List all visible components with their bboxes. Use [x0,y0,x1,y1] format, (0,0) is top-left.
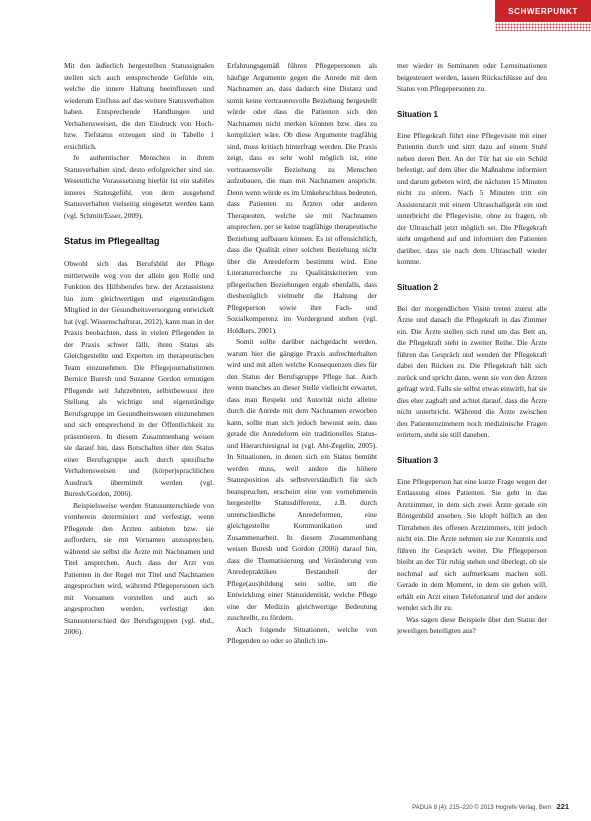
situation-heading: Situation 2 [397,282,438,292]
situation-heading: Situation 1 [397,109,438,119]
section-tab: SCHWERPUNKT [495,0,591,22]
citation: PADUA 8 (4): 215–220 © 2013 Hogrefe Verlag, Bern [412,805,552,811]
page-number: 221 [556,802,569,811]
page-footer [412,802,569,811]
section-tab-pattern [495,23,591,31]
paragraph: Erfahrungsgemäß führen Pflegepersonen als häufige Argumente gegen die Anrede mit dem Nachnamen an, dass dadurch eine Distanz und somit keine vertrauensvolle Beziehung hergestellt würde oder dass die Patienten sich den Nachnamen nicht merken könnten bzw. dies zu kompliziert wäre. Ob diese Argumente tragfähig sind, muss kritisch hinterfragt werden. Die Praxis zeigt, dass es sehr wohl möglich ist, eine vertrauensvolle Beziehung zu Menschen aufzubauen, die man mit Nachnamen anspricht. Denn wenn würde es im Umkehrschluss bedeuten, dass Patienten zu Ärzten oder anderen Therapeuten, welche sie mit Nachnamen ansprechen, per se keine tragfähige therapeutische Beziehung aufbauen können. Es ist offensichtlich, dass die Qualität einer solchen Beziehung nicht über die Anredeform bestimmt wird. Eine Literaturrecherche zu Qualitätskriterien von pflegerischen Beziehungen ergab ebenfalls, dass diesbezüglich vielmehr die Haltung der Pflegeperson sowie ihre Fach- und Sozialkompetenz im Vordergrund stehen (vgl. Holdkers, 2001). [227,61,377,335]
paragraph: Somit sollte darüber nachgedacht werden, warum hier die gängige Praxis aufrechterhalten wird und mit allen welche Konsequenzen dies für den Status der Berufsgruppe Pflege hat. Auch wenn manches an dieser Stelle vielleicht erwartet, dass man Respekt und Autorität nicht alleine durch die Anrede mit dem Nachnamen erworben kann, sollte man sich jedoch bewusst sein, dass gerade die Anredeform ein traditionelles Status- und Hierarchiesignal ist (vgl. Abt-Zegelin, 2005). In Situationen, in denen sich ein Status bemüht werden muss, weil andere die höhere Statusposition als selbstverständlich für sich beanspruchen, erscheint eine von vornehmerein hergestellte Statusdifferenz, z.B. durch unterschiedliche Anredeformen, eine gleichgestellte Kommunikation und Zusammenarbeit. In diesem Zusammenhang weisen Buresh und Gordon (2006) darauf hin, dass die Thematisierung und Veränderung von Anredepraktiken Bestandteil der Pflege(aus)bildung sein sollte, um die Entwicklung einer Statusidentität, welche Pflege eine der Medizin gleichwertige Bedeutung zuschreibt, zu fördern. [227,337,377,622]
paragraph: Obwohl sich das Berufsbild der Pflege mittlerweile weg von der allein gen Rolle und Funktion des Hilfsberufes bzw. der Arztassistenz hin zum gleichwertigen und eigenständigen Mitglied in der Gesundheitsversorgung entwickelt hat (vgl. Wissenschaftsrat, 2012), kann man in der Praxis beobachten, dass in vielen Pflegenden in der Praxis schwer fällt, ihren Status als Gleichgestellte und Experten im therapeutischen Team einzunehmen. Die Pflegejournalistinnen Bernice Buresh und Suzanne Gordon ermutigen Pflegende seit Jahrzehnten, selbstbewusst ihre Stellung als wichtige und eigenständige Berufsgruppe im Gesundheitswesen einzunehmen und sich entsprechend in der Öffentlichkeit zu präsentieren. In diesem Zusammenhang weisen sie darauf hin, dass Botschaften über den Status einer Berufsgruppe auch durch spezifische Verhaltensweisen und (körper)sprachlichen Ausdruck übermittelt werden (vgl. Buresh/Gordon, 2006). [64,259,214,498]
section-heading: Status im Pflegealltag [64,236,160,246]
paragraph: Mit den äußerlich hergestellten Statussignalen stellen sich auch entsprechende Gefühle ein, welche die innere Haltung beeinflussen und wiederum Einfluss auf das weitere Statusverhalten haben. Entsprechende Handlungen und Verhaltensweisen, die den Eindruck von Hoch- bzw. Tiefstatus erzeugen sind in Tabelle 1 ersichtlich. [64,61,214,151]
situation-heading: Situation 3 [397,455,438,465]
text-column-1 [64,60,214,791]
paragraph: Beispielsweise werden Statusunterschiede von vornherein determiniert und verfestigt, wenn Pflegende den Ärzten anbieten bzw. sie auffordern, sie mit Vornamen anzusprechen, während sie selbst die Ärzte mit Nachnamen und Titel ansprechen. Auch dass der Arzt von Patienten in der Regel mit Titel und Nachnamen angesprochen wird, während Pflegepersonen sich mit Vornamen vorstellen und auch so angesprochen werden, verfestigt den Statusunterschied der Berufsgruppen (vgl. ebd., 2006). [64,500,214,636]
paragraph: mer wieder in Seminaren oder Lernsituationen beigesteuert werden, lassen Rückschlüsse auf den Status von Pflegepersonen zu. [397,61,547,93]
text-column-3 [397,60,547,791]
paragraph: Was sagen diese Beispiele über den Status der jeweiligen beteiligten aus? [397,614,547,635]
paragraph: Eine Pflegeperson hat eine kurze Frage wegen der Entlassung eines Patienten. Sie geht in das Arztzimmer, in dem sich zwei Ärzte gerade ein Röntgenbild ansehen. Sie klopft höflich an den Türrahmen des offenen Arztzimmers, tritt jedoch nicht ein. Die Ärzte nehmen sie zur Kenntnis und führen ihr Gespräch weiter. Die Pflegeperson bleibt an der Tür ruhig stehen und überlegt, ob sie nochmal auf sich aufmerksam machen soll. Gerade in dem Moment, in dem sie gehen will, erhält ein Arzt einen Telefonanruf und der andere wendet sich ihr zu. [397,476,547,612]
paragraph: Eine Pflegekraft führt eine Pflegevisite mit einer Patientin durch und sitzt dazu auf einem Stuhl neben deren Bett. An der Tür hat sie ein Schild befestigt, auf dem über die Maßnahme informiert und darum gebeten wird, die nächsten 15 Minuten nicht zu stören. Nach 5 Minuten tritt ein Assistenzarzt mit einem Ultraschallgerät ein und unterbricht die Pflegevisite, ohne zu fragen, ob der Ultraschall jetzt möglich sei. Die Pflegekraft steht umgehend auf und informiert den Patienten darüber, dass sie nach dem Ultraschall wieder komme. [397,130,547,266]
paragraph: Auch folgende Situationen, welche von Pflegenden so oder so ähnlich im- [227,624,377,645]
text-column-2 [227,60,377,791]
paragraph: Je authentischer Menschen in ihrem Statusverhalten sind, desto erfolgreicher sind sie. Wesentliche Voraussetzung hierfür ist ein stabiles inneres Statusgefühl, von dem ausgehend Statusverhalten vielseitig eingesetzt werden kann (vgl. Schmitt/Esser, 2009). [64,153,214,220]
paragraph: Bei der morgendlichen Visite treten zuerst alle Ärzte und danach die Pflegekraft in das Zimmer ein. Die Ärzte stellen sich rund um das Bett an, die Pflegekraft steht in zweiter Reihe. Die Ärzte führen das Gespräch und wenden der Pflegekraft dabei den Rücken zu. Die Pflegekraft hält sich zurück und spricht dann, wenn sie von den Ärzten gefragt wird. Falls sie selbst etwas einwirft, hat sie dies eher zaghaft und achtet darauf, dass die Ärzte nicht unterbricht. Während die Ärzte zwischen den Patientenzimmern noch medizinische Fragen erörtern, steht sie still daneben. [397,303,547,439]
